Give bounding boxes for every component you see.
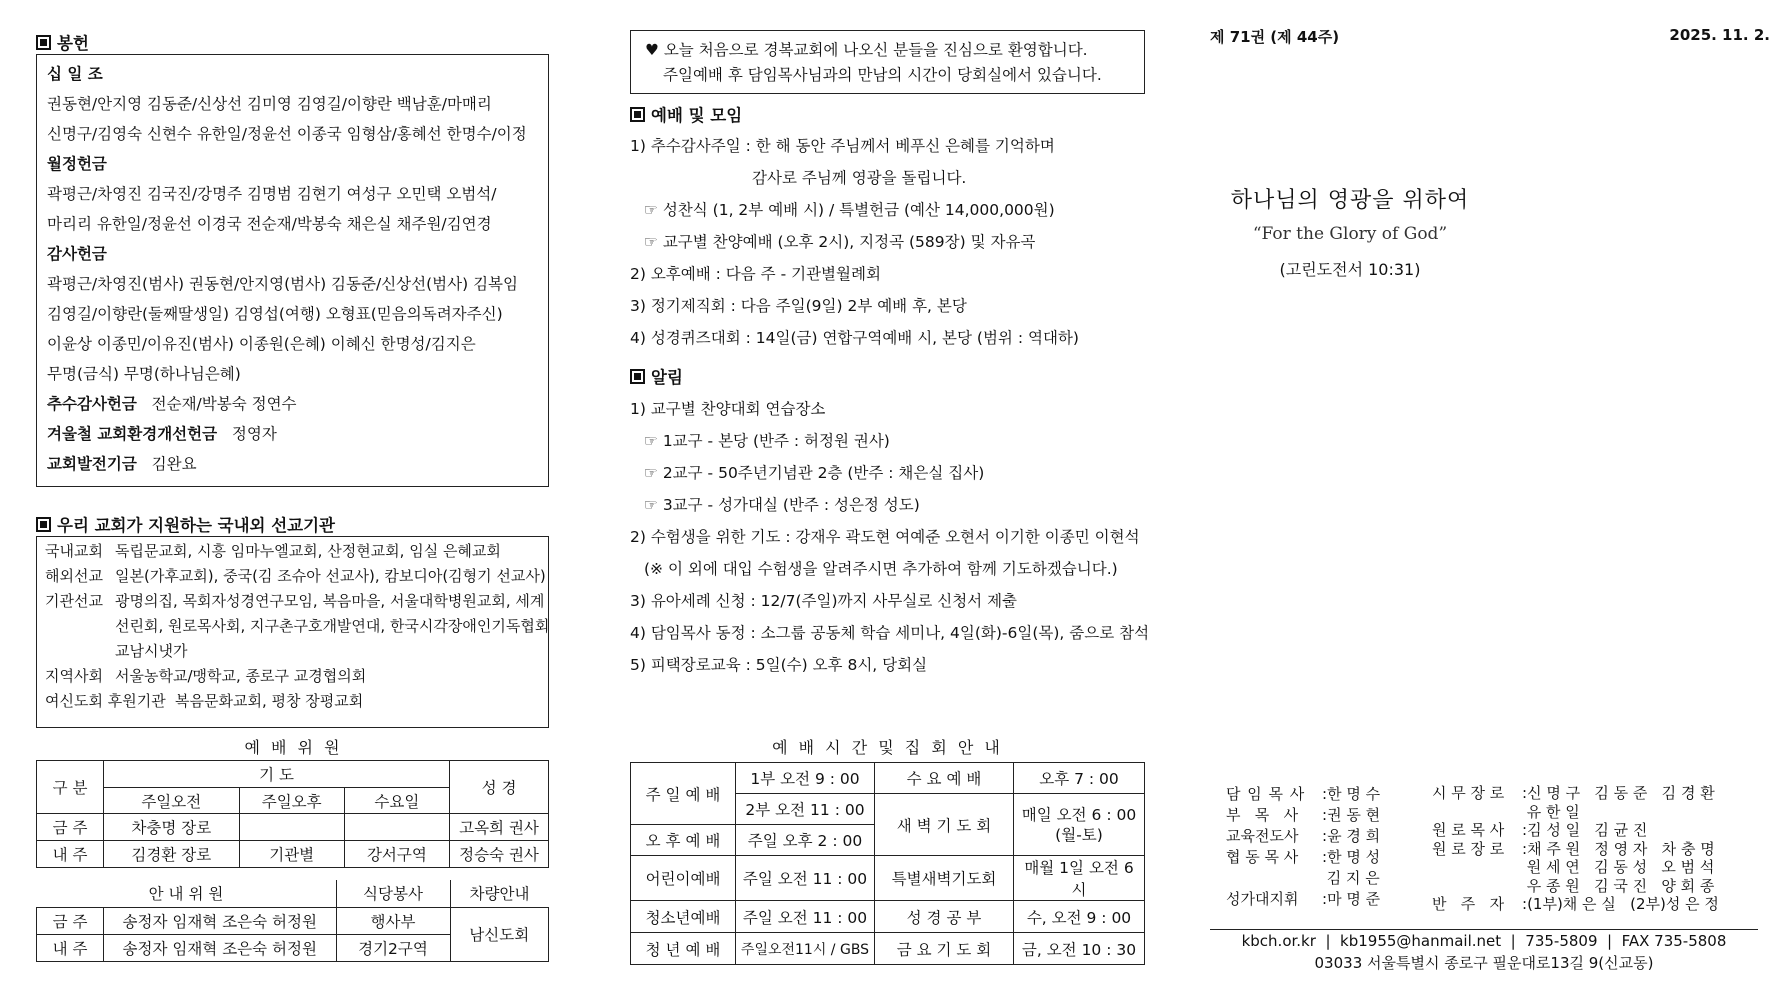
prayer-head: 기 도 — [104, 761, 450, 788]
schedule-label: 금 요 기 도 회 — [875, 933, 1014, 965]
staff-row — [1432, 858, 1719, 877]
mission-label: 여신도회 후원기관 — [45, 692, 166, 710]
volume-number: 제 71권 (제 44주) — [1210, 28, 1340, 46]
staff-right — [1432, 784, 1719, 914]
thanks-line: 김영길/이향란(둘째딸생일) 김영섭(여행) 오형표(믿음의독려자주신) — [47, 305, 503, 323]
staff-row: 원 로 장 로 :채 주 원 정 영 자 차 충 명 — [1432, 839, 1715, 858]
cell: 송정자 임재혁 조은숙 허정원 — [104, 934, 337, 961]
mission-text: 일본(가후교회), 중국(김 조슈아 선교사), 캄보디아(김형기 선교사) — [115, 567, 546, 585]
staff-names: 신 명 구 김 동 준 김 경 환 — [1527, 784, 1715, 802]
cell: 강서구역 — [344, 841, 449, 868]
worship-item: ☞ 교구별 찬양예배 (오후 2시), 지정곡 (589장) 및 자유곡 — [644, 233, 1036, 251]
dev-row — [47, 449, 538, 479]
staff-row: 교육전도사 :윤 경 희 — [1226, 827, 1381, 845]
schedule-title: 예 배 시 간 및 집 회 안 내 — [772, 738, 1003, 757]
harvest-label: 추수감사헌금 — [47, 395, 137, 413]
staff-names: 한 명 성 — [1327, 848, 1381, 866]
harvest-names: 전순재/박봉숙 정연수 — [151, 395, 297, 413]
cell: 송정자 임재혁 조은숙 허정원 — [104, 907, 337, 934]
notice-header: 알림 — [630, 364, 683, 388]
row-label: 금 주 — [37, 907, 104, 934]
meal-title: 식당봉사 — [336, 880, 450, 907]
worship-item: 2) 오후예배 : 다음 주 - 기관별월례회 — [630, 265, 881, 283]
car-title: 차량안내 — [450, 880, 549, 907]
schedule-time: (월-토) — [1055, 825, 1103, 844]
mission-text: 독립문교회, 시흥 임마누엘교회, 산정현교회, 임실 은혜교회 — [115, 542, 501, 560]
worship-item: ☞ 성찬식 (1, 2부 예배 시) / 특별헌금 (예산 14,000,000원) — [644, 201, 1055, 219]
schedule-time: 매월 1일 오전 6시 — [1014, 856, 1145, 901]
schedule-time: 수, 오전 9 : 00 — [1014, 901, 1145, 933]
cover-subtitle: “For the Glory of God” — [1252, 224, 1448, 244]
dev-label: 교회발전기금 — [47, 455, 137, 473]
staff-names: 마 명 준 — [1327, 890, 1381, 908]
dawn-time-cell — [1014, 794, 1145, 856]
mission-row — [45, 539, 540, 564]
missions-box — [36, 536, 549, 728]
worship-item: 1) 추수감사주일 : 한 해 동안 주님께서 베푸신 은혜를 기억하며 — [630, 137, 1055, 155]
row-label: 내 주 — [37, 934, 104, 961]
staff-role: 담 임 목 사 — [1226, 785, 1306, 803]
cover-title: 하나님의 영광을 위하여 — [1230, 188, 1470, 213]
worship-item: 4) 성경퀴즈대회 : 14일(금) 연합구역예배 시, 본당 (범위 : 역대하) — [630, 329, 1079, 347]
staff-names: 윤 경 희 — [1327, 827, 1381, 845]
staff-row — [1226, 868, 1380, 889]
notice-item: 5) 피택장로교육 : 5일(수) 오후 8시, 당회실 — [630, 656, 928, 674]
thanks-title: 감사헌금 — [47, 245, 107, 263]
worship-list — [630, 130, 1079, 354]
row-label: 내 주 — [37, 841, 104, 868]
cell: 정승숙 권사 — [450, 841, 549, 868]
notice-list — [630, 393, 1149, 681]
issue-date: 2025. 11. 2. — [1669, 26, 1770, 44]
welcome-line: 주일예배 후 담임목사님과의 만남의 시간이 당회실에서 있습니다. — [663, 66, 1102, 84]
mission-text: 교남시냇가 — [115, 642, 188, 660]
worship-committee-title: 예 배 위 원 — [244, 738, 343, 757]
staff-names: 김 성 일 김 균 진 — [1527, 821, 1648, 839]
staff-row: 담 임 목 사 :한 명 수 — [1226, 785, 1381, 803]
mission-row — [45, 589, 550, 664]
contact-info: kbch.or.kr | kb1955@hanmail.net | 735-5809 | FAX 735-5808 — [1241, 932, 1727, 950]
worship-item: 3) 정기제직회 : 다음 주일(9일) 2부 예배 후, 본당 — [630, 297, 967, 315]
staff-row — [1432, 803, 1719, 822]
mission-text: 복음문화교회, 평창 장평교회 — [175, 692, 364, 710]
col-group: 구 분 — [37, 761, 104, 814]
mission-text: 서울농학교/맹학교, 종로구 교경협의회 — [115, 667, 367, 685]
footer-divider — [1210, 929, 1758, 930]
worship-committee-table — [36, 760, 549, 868]
cell: 기관별 — [239, 841, 344, 868]
dev-names: 김완요 — [151, 455, 197, 473]
staff-role: 원 로 장 로 — [1432, 839, 1505, 858]
thanks-line: 이윤상 이종민/이유진(범사) 이종원(은혜) 이혜신 한명성/김지은 — [47, 335, 476, 353]
staff-role: 원 로 목 사 — [1432, 821, 1505, 839]
staff-row: 반 주 자 :(1부)채 은 실 (2부)성 은 정 — [1432, 895, 1719, 913]
staff-names: 김 지 은 — [1326, 869, 1380, 887]
offering-box — [36, 54, 549, 487]
monthly-title: 월정헌금 — [47, 155, 107, 173]
schedule-time: 주일오전11시 / GBS — [736, 933, 875, 965]
notice-item: 3) 유아세례 신청 : 12/7(주일)까지 사무실로 신청서 제출 — [630, 592, 1018, 610]
schedule-time: 주일 오전 11 : 00 — [736, 856, 875, 901]
notice-item: 2) 수험생을 위한 기도 : 강재우 곽도현 여예준 오현서 이기한 이종민 이현석 — [630, 528, 1140, 546]
winter-label: 겨울철 교회환경개선헌금 — [47, 425, 218, 443]
address: 03033 서울특별시 종로구 필운대로13길 9(신교동) — [1314, 954, 1654, 972]
schedule-time: 주일 오전 11 : 00 — [736, 901, 875, 933]
tithe-line: 권동현/안지영 김동준/신상선 김미영 김영길/이향란 백남훈/마매리 — [47, 95, 492, 113]
schedule-label: 특별새벽기도회 — [875, 856, 1014, 901]
cell: 남신도회 — [450, 907, 549, 961]
staff-row: 시 무 장 로 :신 명 구 김 동 준 김 경 환 — [1432, 784, 1715, 802]
schedule-time: 오후 7 : 00 — [1014, 763, 1145, 794]
notice-item: ☞ 3교구 - 성가대실 (반주 : 성은정 성도) — [644, 496, 920, 514]
worship-header: 예배 및 모임 — [630, 102, 742, 126]
mission-label: 기관선교 — [45, 592, 103, 610]
staff-names: 우 종 원 김 국 진 양 회 종 — [1526, 876, 1715, 895]
schedule-label: 성 경 공 부 — [875, 901, 1014, 933]
missions-header: 우리 교회가 지원하는 국내외 선교기관 — [36, 512, 335, 536]
notice-item: 4) 담임목사 동정 : 소그룹 공동체 학습 세미나, 4일(화)-6일(목), 줌으로 참석 — [630, 624, 1150, 642]
guide-table — [36, 880, 549, 962]
welcome-box — [630, 30, 1145, 94]
staff-row: 원 로 목 사 :김 성 일 김 균 진 — [1432, 821, 1648, 839]
cell — [239, 814, 344, 841]
staff-names: 유 한 일 — [1526, 802, 1580, 821]
welcome-line: ♥ 오늘 처음으로 경복교회에 나오신 분들을 진심으로 환영합니다. — [645, 41, 1088, 59]
cell: 고옥희 권사 — [450, 814, 549, 841]
mission-row — [45, 564, 546, 589]
staff-left — [1226, 784, 1380, 910]
thanks-line: 곽평근/차영진(범사) 권동현/안지영(범사) 김동준/신상선(범사) 김복임 — [47, 275, 519, 293]
schedule-label: 어린이예배 — [631, 856, 736, 901]
staff-role: 부 목 사 — [1226, 806, 1299, 824]
cover-verse: (고린도전서 10:31) — [1279, 260, 1421, 279]
harvest-row — [47, 389, 538, 419]
staff-role: 시 무 장 로 — [1432, 784, 1505, 802]
schedule-label: 청소년예배 — [631, 901, 736, 933]
winter-row — [47, 419, 538, 449]
schedule-table — [630, 762, 1145, 965]
sub-head: 주일오전 — [104, 788, 240, 814]
cell — [344, 814, 449, 841]
worship-item: 감사로 주님께 영광을 돌립니다. — [752, 169, 967, 187]
staff-row — [1432, 877, 1719, 896]
tithe-title: 십 일 조 — [47, 65, 103, 83]
tithe-line: 신명구/김영숙 신현수 유한일/정윤선 이종국 임형삼/홍혜선 한명수/이정 — [47, 125, 527, 143]
schedule-label: 청 년 예 배 — [631, 933, 736, 965]
schedule-time: 매일 오전 6 : 00 — [1021, 805, 1137, 824]
monthly-line: 곽평근/차영진 김국진/강명주 김명범 김현기 여성구 오민택 오범석/ — [47, 185, 497, 203]
cell: 행사부 — [336, 907, 450, 934]
staff-names: (1부)채 은 실 (2부)성 은 정 — [1527, 895, 1719, 913]
staff-role: 협 동 목 사 — [1226, 848, 1299, 866]
mission-text: 선린회, 원로목사회, 지구촌구호개발연대, 한국시각장애인기독협회 — [115, 617, 550, 635]
notice-item: ☞ 2교구 - 50주년기념관 2층 (반주 : 채은실 집사) — [644, 464, 985, 482]
monthly-line: 마리리 유한일/정윤선 이경국 전순재/박봉숙 채은실 채주원/김연경 — [47, 215, 492, 233]
mission-row — [45, 664, 540, 689]
schedule-time: 1부 오전 9 : 00 — [736, 763, 875, 794]
cell: 경기2구역 — [336, 934, 450, 961]
staff-row: 부 목 사 :권 동 현 — [1226, 806, 1381, 824]
cell: 김경환 장로 — [104, 841, 240, 868]
schedule-time: 2부 오전 11 : 00 — [736, 794, 875, 825]
staff-names: 권 동 현 — [1327, 806, 1381, 824]
staff-names: 원 세 연 김 동 성 오 범 석 — [1526, 858, 1715, 876]
mission-text: 광명의집, 목회자성경연구모임, 복음마을, 서울대학병원교회, 세계 — [115, 592, 545, 610]
mission-label: 국내교회 — [45, 542, 103, 560]
notice-item: ☞ 1교구 - 본당 (반주 : 허정원 권사) — [644, 432, 890, 450]
guide-title: 안 내 위 원 — [37, 880, 337, 907]
thanks-line: 무명(금식) 무명(하나님은혜) — [47, 365, 241, 383]
staff-row: 협 동 목 사 :한 명 성 — [1226, 848, 1381, 866]
mission-label: 해외선교 — [45, 567, 103, 585]
schedule-label: 주 일 예 배 — [631, 763, 736, 825]
sub-head: 수요일 — [344, 788, 449, 814]
notice-item: 1) 교구별 찬양대회 연습장소 — [630, 400, 826, 418]
row-label: 금 주 — [37, 814, 104, 841]
mission-row — [45, 689, 540, 714]
staff-row: 성가대지휘 :마 명 준 — [1226, 890, 1381, 908]
sub-head: 주일오후 — [239, 788, 344, 814]
schedule-time: 주일 오후 2 : 00 — [736, 825, 875, 856]
winter-names: 정영자 — [231, 425, 277, 443]
schedule-label: 오 후 예 배 — [631, 825, 736, 856]
schedule-time: 금, 오전 10 : 30 — [1014, 933, 1145, 965]
schedule-label: 수 요 예 배 — [875, 763, 1014, 794]
scripture-head: 성 경 — [450, 761, 549, 814]
notice-item: (※ 이 외에 대입 수험생을 알려주시면 추가하여 함께 기도하겠습니다.) — [644, 560, 1118, 578]
staff-role: 교육전도사 — [1226, 827, 1299, 845]
mission-label: 지역사회 — [45, 667, 103, 685]
cell: 차충명 장로 — [104, 814, 240, 841]
staff-names: 한 명 수 — [1327, 785, 1381, 803]
staff-role: 반 주 자 — [1432, 895, 1505, 913]
staff-names: 채 주 원 정 영 자 차 충 명 — [1527, 839, 1715, 858]
staff-role: 성가대지휘 — [1226, 890, 1299, 908]
schedule-label: 새 벽 기 도 회 — [875, 794, 1014, 856]
offering-header: 봉헌 — [36, 30, 89, 54]
